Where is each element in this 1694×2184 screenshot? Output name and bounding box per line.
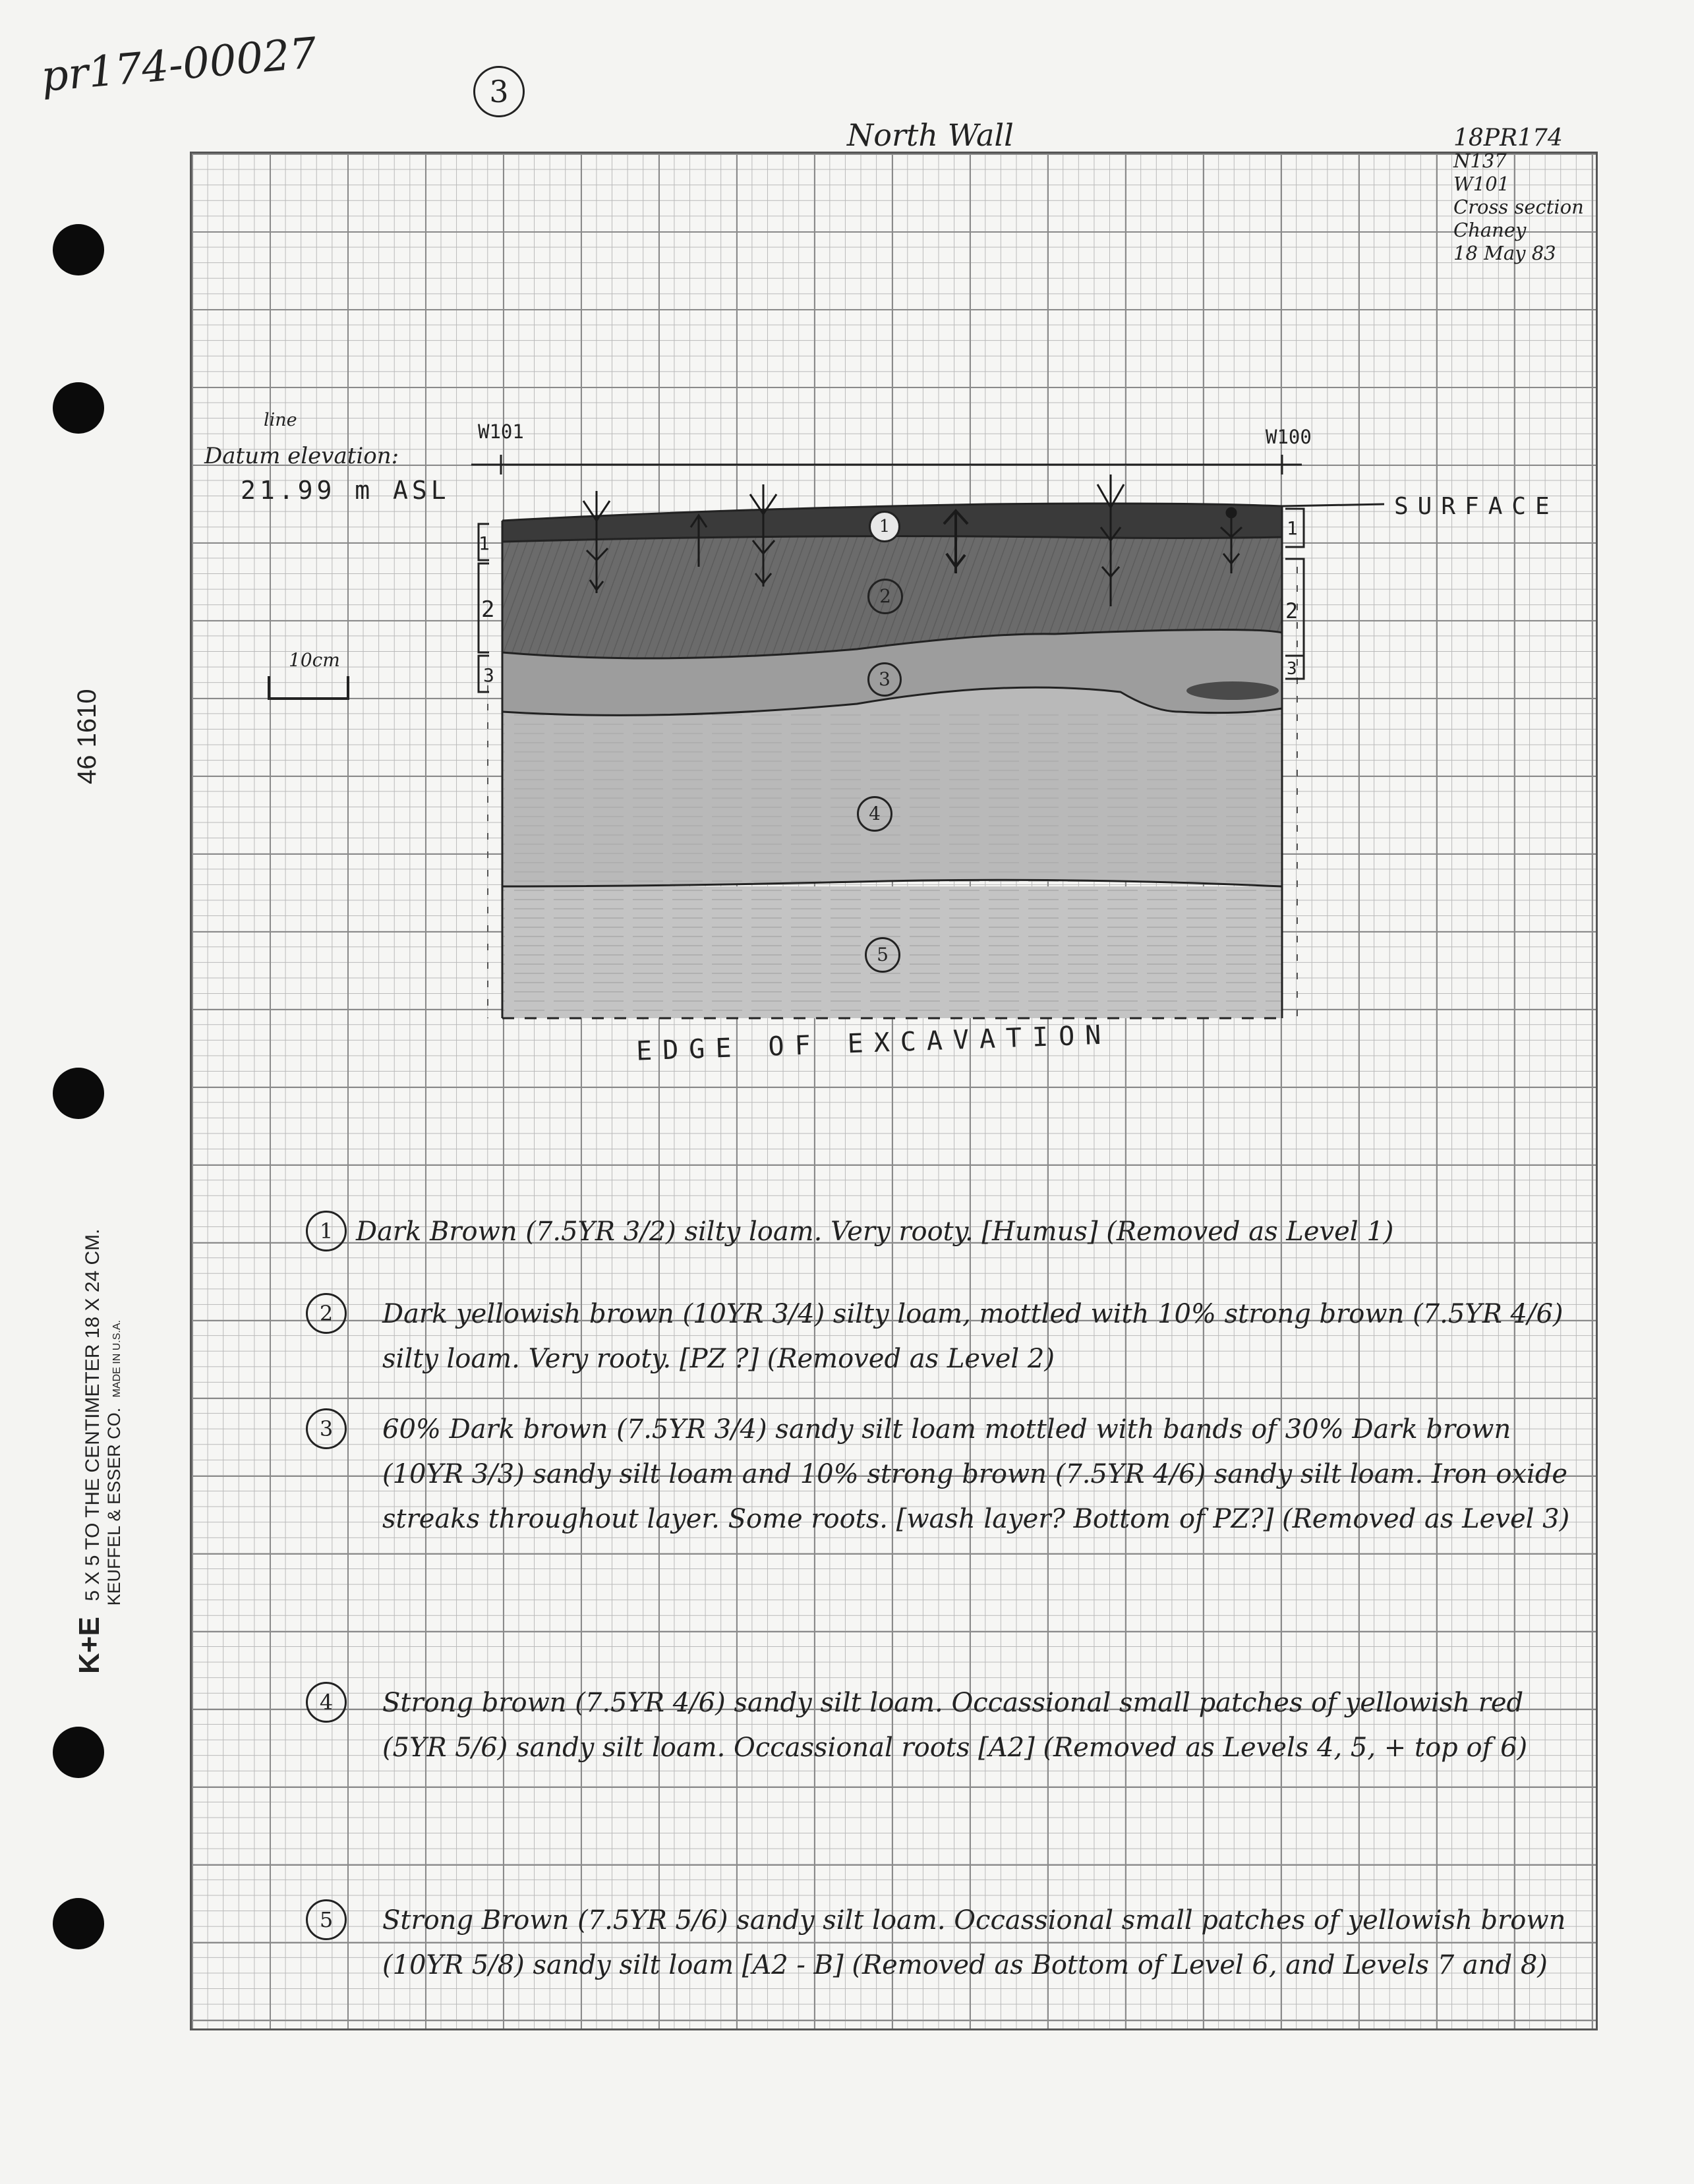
layer-1-number: 1 — [879, 517, 891, 536]
wall-title: North Wall — [847, 117, 1014, 153]
left-level-3: 3 — [483, 664, 494, 686]
site-number: 18PR174 — [1453, 125, 1563, 152]
description-1-text: Dark Brown (7.5YR 3/2) silty loam. Very rooty. [Humus] (Removed as Level 1) — [356, 1217, 1394, 1247]
layer-5-number: 5 — [877, 944, 889, 965]
paper-maker-print — [73, 1228, 128, 1674]
site-west: W101 — [1453, 173, 1510, 195]
description-1-number: 1 — [306, 1211, 347, 1251]
datum-label: Datum elevation: — [204, 443, 399, 469]
layer-4-marker — [857, 796, 892, 832]
layer-3-patch — [1186, 681, 1279, 700]
profile-right-label: W100 — [1266, 426, 1312, 448]
layer-2-marker — [867, 579, 903, 614]
surface-label: SURFACE — [1394, 493, 1559, 520]
catalog-number: pr174-00027 — [39, 28, 319, 102]
site-date: 18 May 83 — [1453, 242, 1556, 264]
description-3-number: 3 — [306, 1408, 347, 1449]
right-level-2: 2 — [1285, 598, 1299, 623]
description-2-number: 2 — [306, 1293, 347, 1334]
made-in: MADE IN U.S.A. — [111, 1320, 123, 1398]
description-5-number: 5 — [306, 1899, 347, 1940]
left-level-1: 1 — [479, 532, 490, 554]
profile-left-label: W101 — [478, 420, 524, 443]
layer-1-marker — [869, 511, 900, 542]
description-4-text: Strong brown (7.5YR 4/6) sandy silt loam. Occassional small patches of yellowish red (5YR 5/6) sandy silt loam. Occassional roots [A2] (Removed as Levels 4, 5, + top of 6) — [382, 1688, 1528, 1763]
layer-3-marker — [867, 662, 902, 697]
right-level-3: 3 — [1287, 659, 1297, 679]
site-recorder: Chaney — [1453, 219, 1527, 241]
layer-4-texture — [502, 712, 1282, 886]
description-2-text: Dark yellowish brown (10YR 3/4) silty loam, mottled with 10% strong brown (7.5YR 4/6) silty loam. Very rooty. [PZ ?] (Removed as Level 2) — [382, 1299, 1563, 1374]
description-1 — [310, 1209, 1602, 1262]
right-level-1: 1 — [1287, 517, 1298, 539]
description-3 — [310, 1407, 1602, 1592]
layer-3-number: 3 — [879, 668, 891, 690]
layer-4-number: 4 — [869, 803, 881, 824]
paper-spec: 5 X 5 TO THE CENTIMETER 18 X 24 CM. — [82, 1228, 103, 1601]
scale-bar-label: 10cm — [289, 649, 340, 671]
description-5 — [310, 1898, 1602, 2043]
left-level-2: 2 — [481, 596, 495, 623]
brand-logo: K+E — [73, 1617, 105, 1674]
layer-5-marker — [865, 937, 900, 973]
description-2 — [310, 1292, 1602, 1391]
datum-line-word: line — [264, 410, 297, 430]
page-number-text: 3 — [489, 74, 509, 109]
site-type: Cross section — [1453, 196, 1584, 218]
description-4 — [310, 1681, 1602, 1825]
datum-value: 21.99 m ASL — [241, 476, 450, 505]
description-4-number: 4 — [306, 1682, 347, 1723]
site-north: N137 — [1453, 150, 1507, 172]
paper-code-text: 46 1610 — [73, 689, 102, 784]
layer-2-number: 2 — [879, 585, 891, 607]
edge-of-excavation-label: EDGE OF EXCAVATION — [635, 1020, 1113, 1067]
binder-hole — [53, 1898, 104, 1949]
description-3-text: 60% Dark brown (7.5YR 3/4) sandy silt loam mottled with bands of 30% Dark brown (10YR 3/3) sandy silt loam and 10% strong brown (7.5YR 4/6) sandy silt loam. Iron oxide streaks throughout layer. Some roots. [wash layer? Bottom of PZ?] (Removed as Level 3) — [382, 1414, 1570, 1534]
paper-maker: KEUFFEL & ESSER CO. — [104, 1407, 124, 1606]
description-5-text: Strong Brown (7.5YR 5/6) sandy silt loam. Occassional small patches of yellowish brown (10YR 5/8) sandy silt loam [A2 - B] (Removed as Bottom of Level 6, and Levels 7 and 8) — [382, 1905, 1566, 1980]
binder-hole — [53, 1727, 104, 1778]
